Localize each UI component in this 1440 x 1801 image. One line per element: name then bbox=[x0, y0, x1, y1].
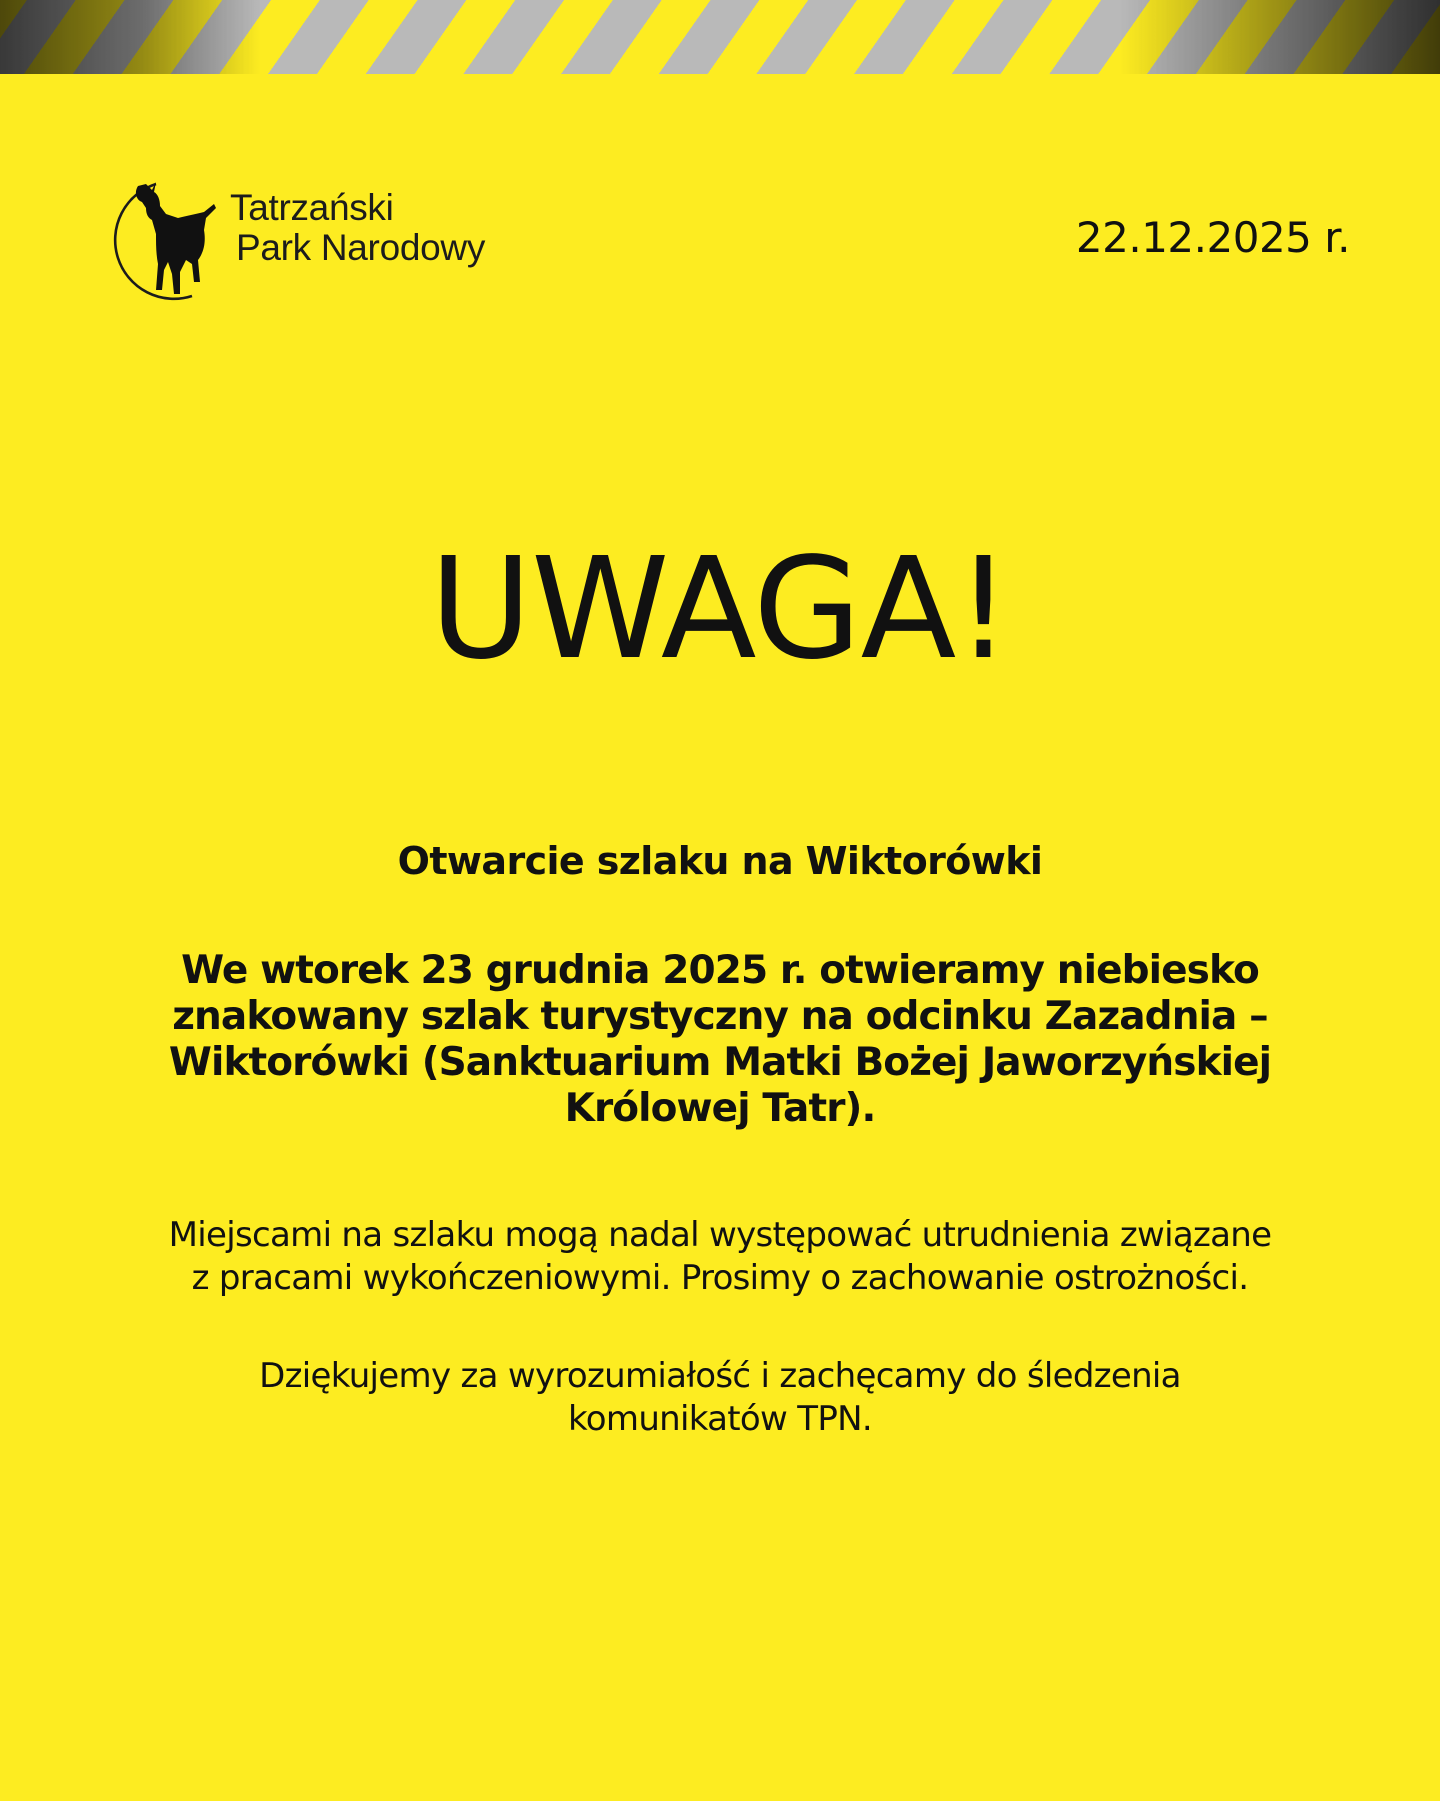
logo-line-1: Tatrzański bbox=[230, 187, 394, 228]
paragraph-line: Miejscami na szlaku mogą nadal występować utrudnienia związane bbox=[168, 1215, 1272, 1255]
announcement-subtitle: Otwarcie szlaku na Wiktorówki bbox=[397, 839, 1043, 883]
paragraph-line: komunikatów TPN. bbox=[568, 1399, 872, 1439]
headline-warning: UWAGA! bbox=[429, 528, 1011, 691]
thanks-paragraph bbox=[120, 1355, 1320, 1441]
lead-line: We wtorek 23 grudnia 2025 r. otwieramy niebiesko bbox=[181, 948, 1259, 993]
lead-line: znakowany szlak turystyczny na odcinku Zazadnia – bbox=[172, 994, 1268, 1039]
header-photo-right bbox=[1120, 0, 1440, 74]
logo-line-2: Park Narodowy bbox=[236, 227, 486, 268]
header-photo-left bbox=[0, 0, 260, 74]
tpn-logo bbox=[94, 178, 514, 303]
lead-line: Królowej Tatr). bbox=[564, 1086, 876, 1131]
announcement-date: 22.12.2025 r. bbox=[1075, 213, 1350, 262]
lead-paragraph bbox=[150, 948, 1290, 1132]
chamois-logo-icon bbox=[94, 178, 224, 303]
paragraph-line: z pracami wykończeniowymi. Prosimy o zachowanie ostrożności. bbox=[191, 1258, 1249, 1298]
hazard-stripe-band bbox=[0, 0, 1440, 74]
lead-line: Wiktorówki (Sanktuarium Matki Bożej Jaworzyńskiej bbox=[168, 1040, 1272, 1085]
paragraph-line: Dziękujemy za wyrozumiałość i zachęcamy do śledzenia bbox=[259, 1356, 1181, 1396]
logo-wordmark bbox=[230, 188, 485, 268]
caution-paragraph bbox=[120, 1214, 1320, 1300]
